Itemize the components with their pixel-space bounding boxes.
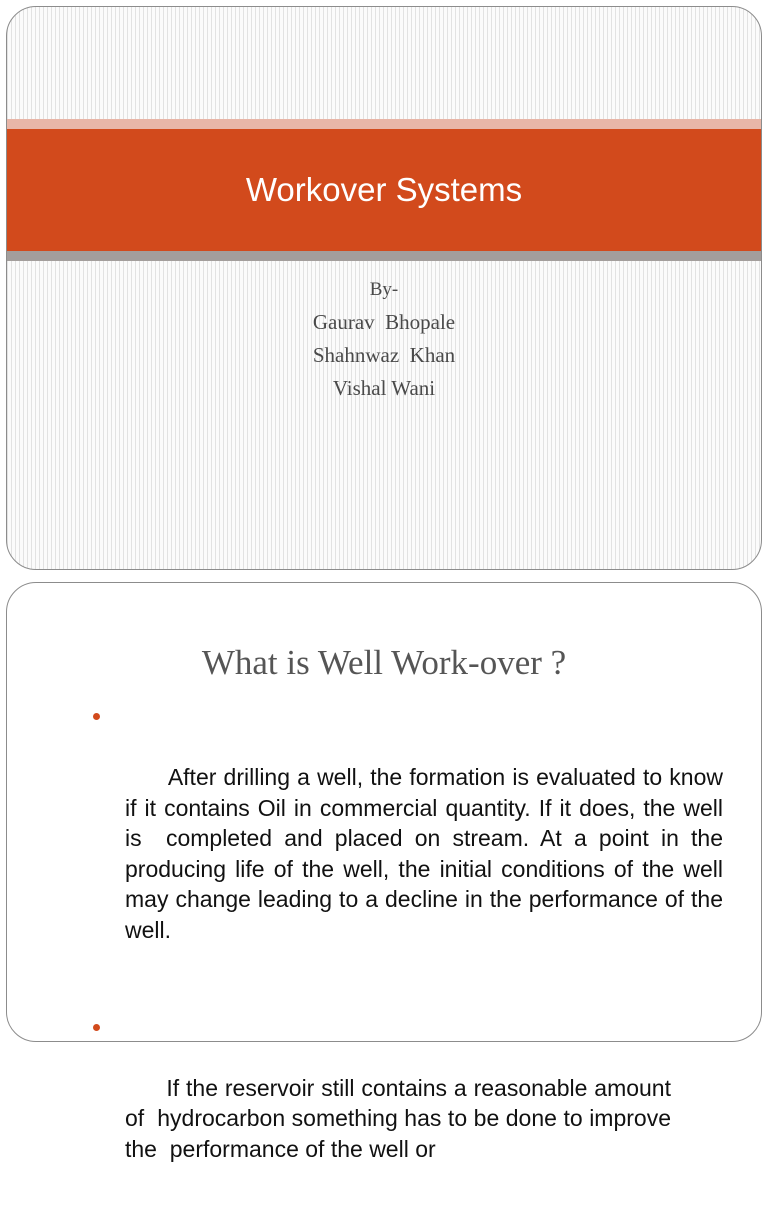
bullet-text: After drilling a well, the formation is evaluated to know if it contains Oil in commercial quantity. If it does, the well is completed and placed on stream. At a point in the producing life of the well, the initial conditions of the well may change leading to a decline in the performance of the well. bbox=[125, 764, 736, 943]
author-name: Gaurav Bhopale bbox=[312, 310, 456, 334]
by-label: By- bbox=[369, 279, 399, 300]
bullet-text: If the reservoir still contains a reasonable amount of hydrocarbon something has to be done to improve the performance of the well or bbox=[125, 1074, 678, 1162]
bullet-dot-icon bbox=[93, 713, 100, 720]
title-band-bottom-stripe bbox=[7, 251, 761, 261]
author-block bbox=[7, 273, 761, 405]
bullet-item bbox=[87, 1012, 678, 1195]
presentation-title: Workover Systems bbox=[245, 171, 523, 208]
slide-title: What is Well Work-over ? bbox=[201, 643, 567, 682]
author-name: Shahnwaz Khan bbox=[312, 343, 456, 367]
author-name: Vishal Wani bbox=[332, 376, 436, 400]
bullet-item bbox=[87, 701, 736, 976]
title-band-top-stripe bbox=[7, 119, 761, 129]
title-slide bbox=[6, 6, 762, 570]
bullet-dot-icon bbox=[93, 1024, 100, 1031]
bullet-list bbox=[87, 701, 736, 1231]
content-slide bbox=[6, 582, 762, 1162]
